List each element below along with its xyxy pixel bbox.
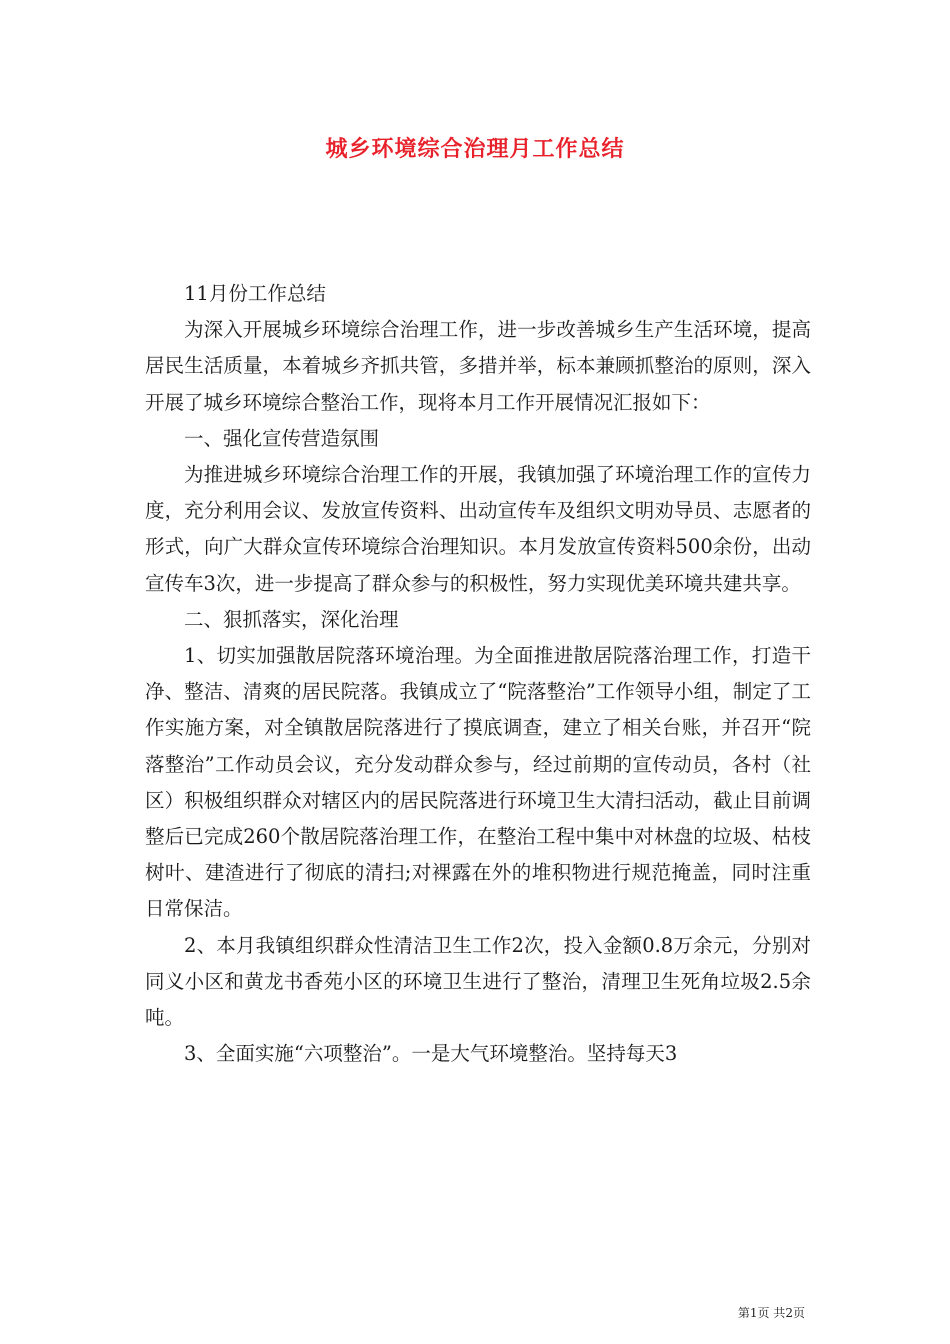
paragraph-item-3: 3、全面实施“六项整治”。一是大气环境整治。坚持每天3: [184, 1042, 678, 1066]
paragraph-item-1: 1、切实加强散居院落环境治理。为全面推进散居院落治理工作，打造干净、整洁、清爽的居民院落。我镇成立了“院落整治”工作领导小组，制定了工作实施方案，对全镇散居院落进行了摸底调查，建立了相关台账，并召开“院落整治”工作动员会议，充分发动群众参与，经过前期的宣传动员，各村（社区）积极组织群众对辖区内的居民院落进行环境卫生大清扫活动，截止目前调整后已完成260个散居院落治理工作，在整治工程中集中对林盘的垃圾、枯枝树叶、建渣进行了彻底的清扫;对裸露在外的堆积物进行规范掩盖，同时注重日常保洁。: [145, 644, 811, 921]
page-number: 第1页 共2页: [737, 1306, 805, 1320]
document-body: [145, 276, 811, 1072]
paragraph-subtitle: 11月份工作总结: [184, 282, 326, 305]
document-title: 城乡环境综合治理月工作总结: [325, 136, 625, 162]
paragraph-section-1: 为推进城乡环境综合治理工作的开展，我镇加强了环境治理工作的宣传力度，充分利用会议、发放宣传资料、出动宣传车及组织文明劝导员、志愿者的形式，向广大群众宣传环境综合治理知识。本月发放宣传资料500余份，出动宣传车3次，进一步提高了群众参与的积极性，努力实现优美环境共建共享。: [145, 463, 811, 595]
paragraph-intro: 为深入开展城乡环境综合治理工作，进一步改善城乡生产生活环境，提高居民生活质量，本着城乡齐抓共管，多措并举，标本兼顾抓整治的原则，深入开展了城乡环境综合整治工作，现将本月工作开展情况汇报如下：: [145, 318, 811, 414]
heading-section-1: 一、强化宣传营造氛围: [184, 426, 380, 450]
heading-section-2: 二、狠抓落实，深化治理: [184, 607, 399, 631]
paragraph-item-2: 2、本月我镇组织群众性清洁卫生工作2次，投入金额0.8万余元，分别对同义小区和黄龙书香苑小区的环境卫生进行了整治，清理卫生死角垃圾2.5余吨。: [145, 933, 811, 1030]
